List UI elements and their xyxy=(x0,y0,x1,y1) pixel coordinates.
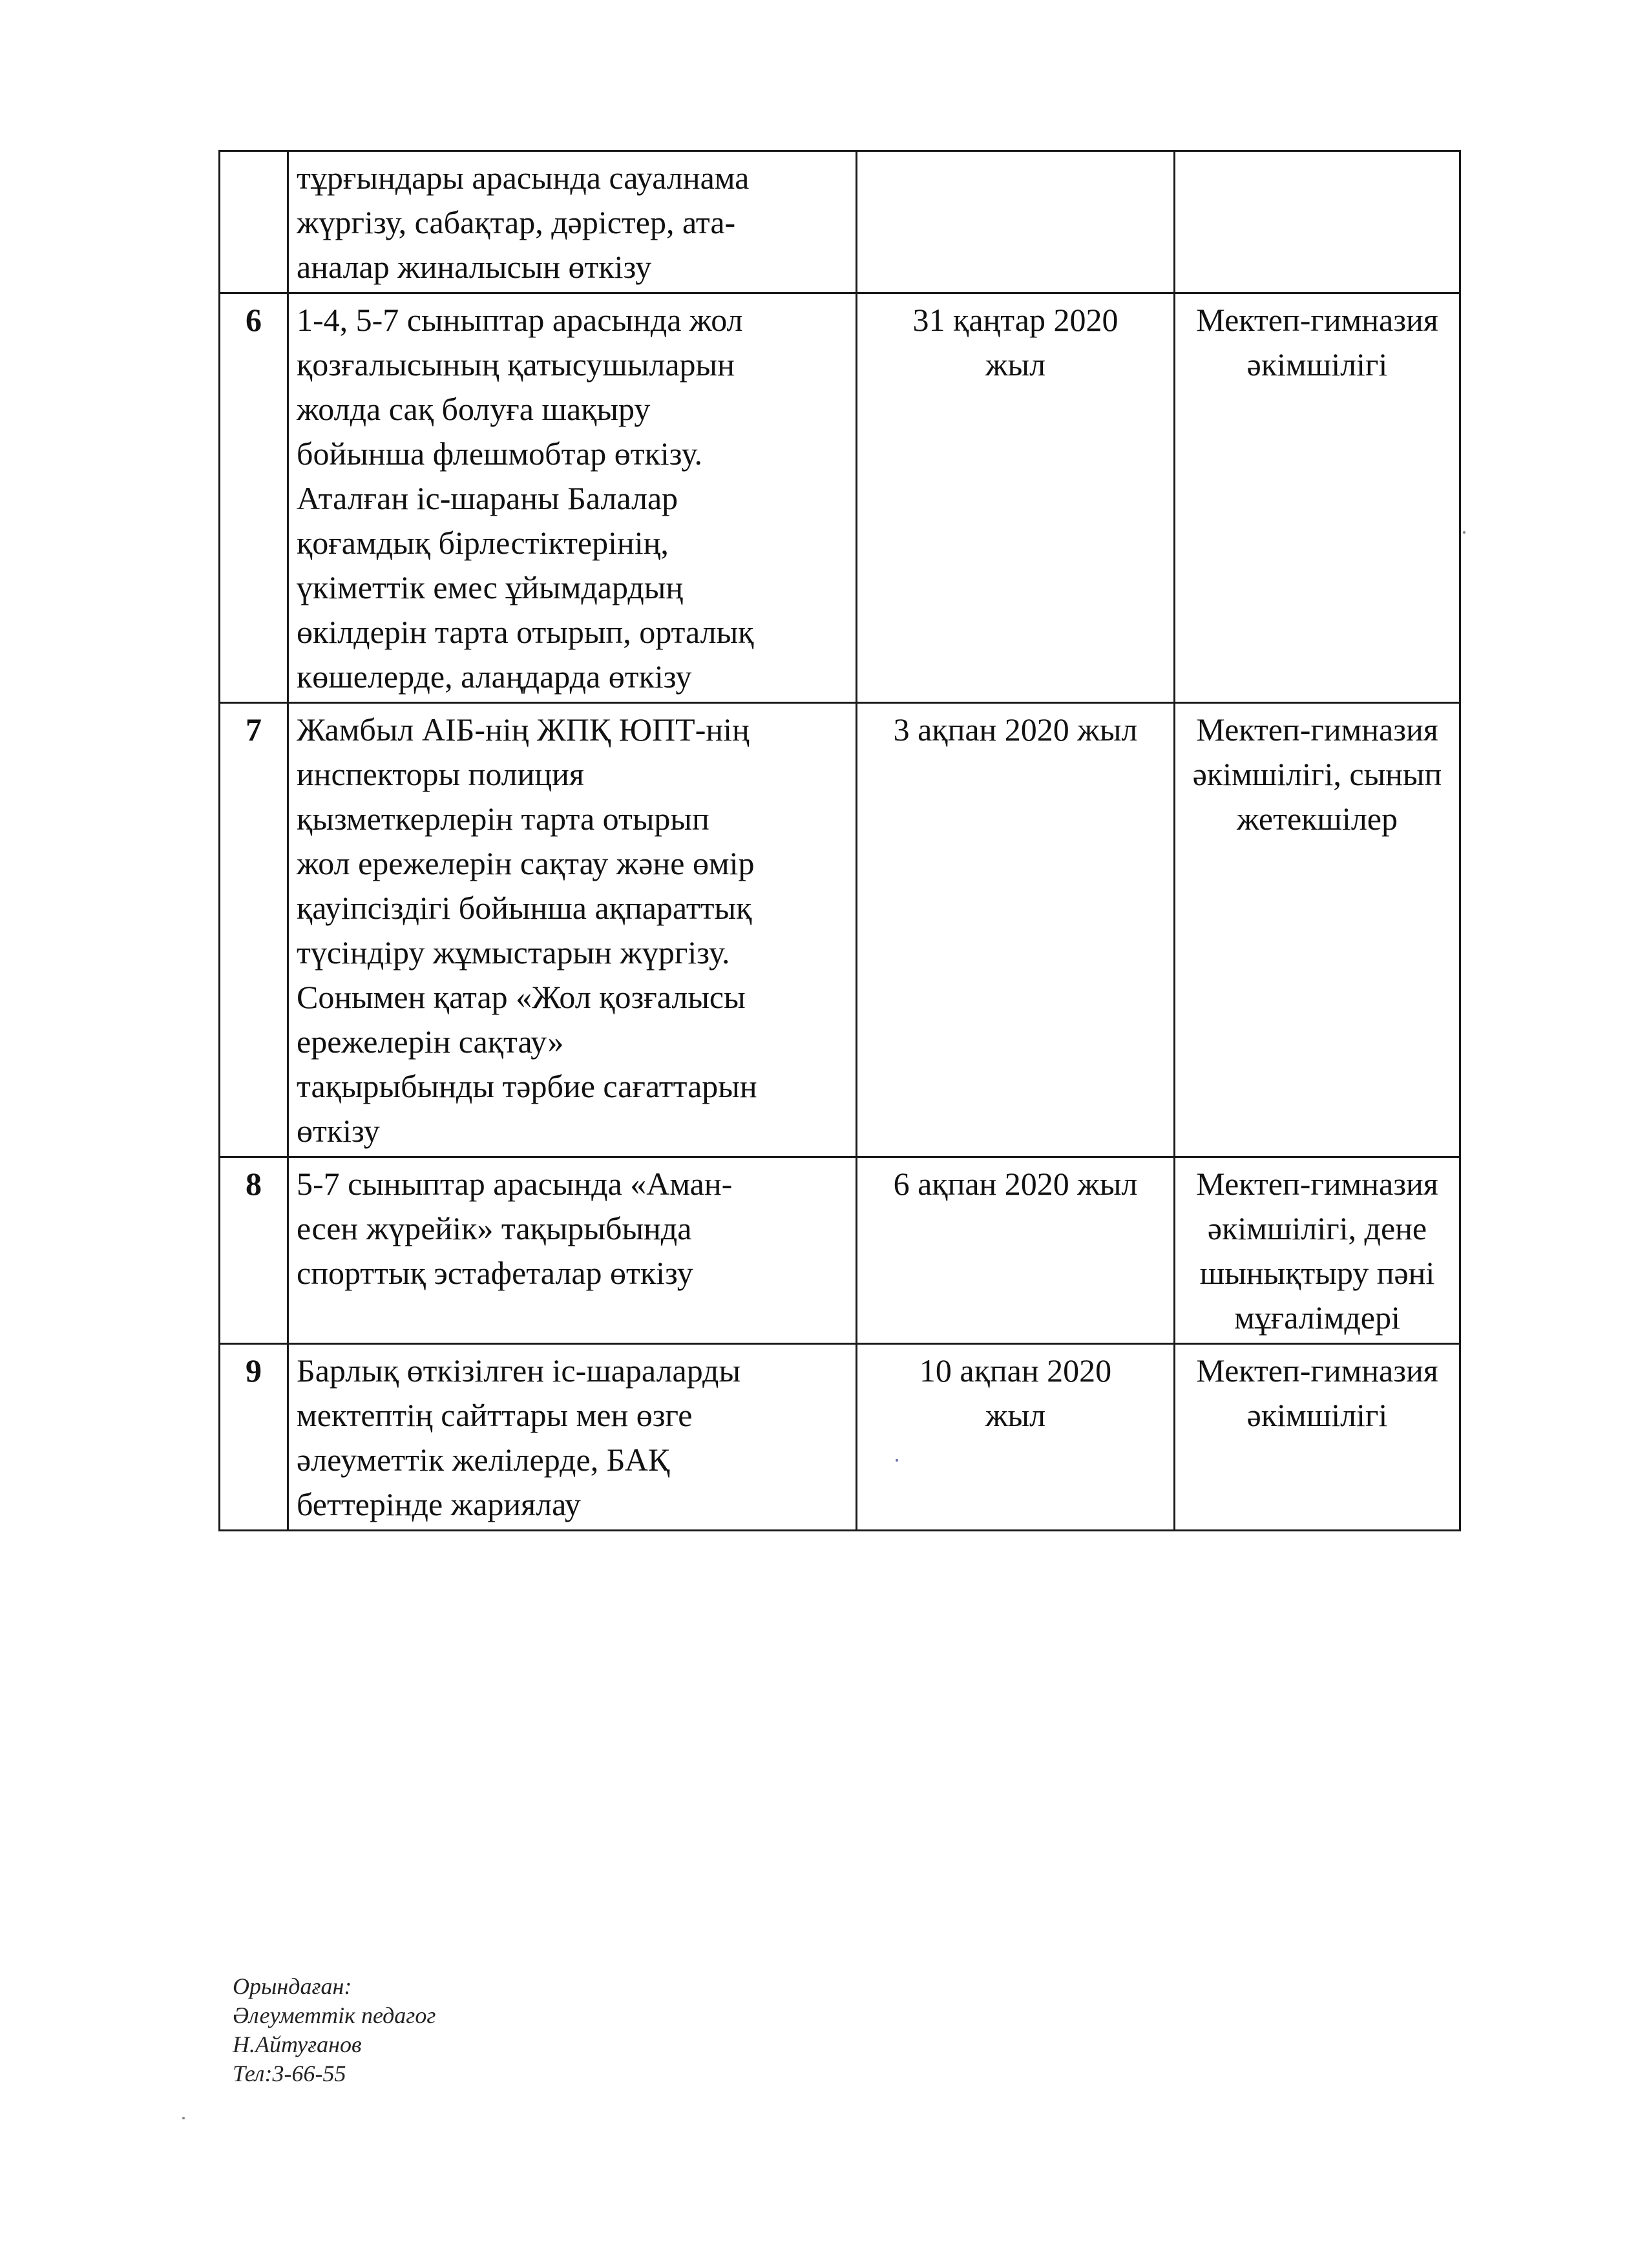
performed-by-label: Орындаған: xyxy=(233,1973,352,1999)
event-responsible xyxy=(1175,151,1460,293)
table-row xyxy=(220,1157,1460,1344)
table-row xyxy=(220,1344,1460,1531)
table-row xyxy=(220,703,1460,1157)
event-description: 1-4, 5-7 сыныптар арасында жол қозғалысының қатысушыларын жолда сақ болуға шақыру бойынша флешмобтар өткізу. Аталған іс-шараны Балалар қоғамдық бірлестіктерінің, үкіметтік емес ұйымдардың өкілдерін тарта отырып, орталық көшелерде, алаңдарда өткізу xyxy=(288,293,857,703)
event-responsible: Мектеп-гимназия әкімшілігі xyxy=(1175,1344,1460,1531)
row-number: 9 xyxy=(220,1344,288,1531)
table-row xyxy=(220,151,1460,293)
event-responsible: Мектеп-гимназия әкімшілігі, дене шынықтыру пәні мұғалімдері xyxy=(1175,1157,1460,1344)
row-number: 8 xyxy=(220,1157,288,1344)
author-name: Н.Айтуғанов xyxy=(233,2032,362,2057)
event-description: тұрғындары арасында сауалнама жүргізу, сабақтар, дәрістер, ата- аналар жиналысын өткізу xyxy=(288,151,857,293)
events-table xyxy=(218,150,1461,1531)
row-number: 6 xyxy=(220,293,288,703)
author-position: Әлеуметтік педагог xyxy=(233,2002,436,2028)
signature-block xyxy=(233,1972,436,2088)
row-number: 7 xyxy=(220,703,288,1157)
scan-speck xyxy=(182,2117,185,2119)
scan-speck xyxy=(1463,531,1465,534)
row-number xyxy=(220,151,288,293)
scan-speck xyxy=(896,1459,898,1462)
event-description: Барлық өткізілген іс-шараларды мектептің сайттары мен өзге әлеуметтік желілерде, БАҚ беттерінде жариялау xyxy=(288,1344,857,1531)
table-row xyxy=(220,293,1460,703)
author-phone: Тел:3-66-55 xyxy=(233,2061,346,2086)
event-responsible: Мектеп-гимназия әкімшілігі, сынып жетекшілер xyxy=(1175,703,1460,1157)
event-date: 31 қаңтар 2020 жыл xyxy=(857,293,1175,703)
event-date: 10 ақпан 2020 жыл xyxy=(857,1344,1175,1531)
event-date: 6 ақпан 2020 жыл xyxy=(857,1157,1175,1344)
event-date: 3 ақпан 2020 жыл xyxy=(857,703,1175,1157)
event-description: 5-7 сыныптар арасында «Аман- есен жүрейік» тақырыбында спорттық эстафеталар өткізу xyxy=(288,1157,857,1344)
event-description: Жамбыл АІБ-нің ЖПҚ ЮПТ-нің инспекторы полиция қызметкерлерін тарта отырып жол ережелерін сақтау және өмір қауіпсіздігі бойынша ақпараттық түсіндіру жұмыстарын жүргізу. Сонымен қатар «Жол қозғалысы ережелерін сақтау» тақырыбынды тәрбие сағаттарын өткізу xyxy=(288,703,857,1157)
event-date xyxy=(857,151,1175,293)
event-responsible: Мектеп-гимназия әкімшілігі xyxy=(1175,293,1460,703)
